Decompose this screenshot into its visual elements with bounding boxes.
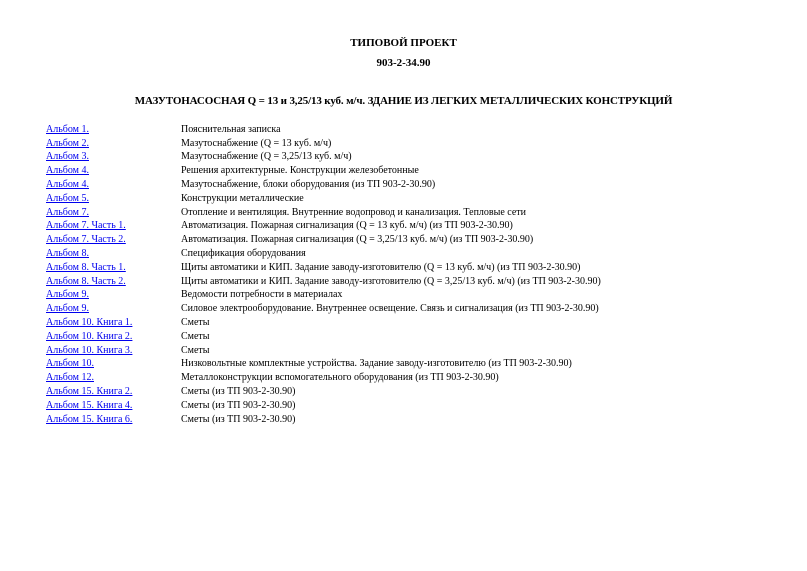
list-item bbox=[46, 358, 786, 372]
album-link[interactable]: Альбом 10. bbox=[46, 358, 94, 370]
album-description: Сметы (из ТП 903-2-30.90) bbox=[181, 399, 296, 411]
album-link[interactable]: Альбом 12. bbox=[46, 372, 94, 384]
album-link[interactable]: Альбом 15. Книга 4. bbox=[46, 399, 133, 411]
list-item bbox=[46, 123, 786, 137]
album-description: Конструкции металлические bbox=[181, 192, 304, 204]
album-link[interactable]: Альбом 4. bbox=[46, 165, 89, 177]
list-item bbox=[46, 151, 786, 165]
list-item bbox=[46, 206, 786, 220]
list-item bbox=[46, 192, 786, 206]
list-item bbox=[46, 261, 786, 275]
album-link[interactable]: Альбом 5. bbox=[46, 192, 89, 204]
album-link[interactable]: Альбом 1. bbox=[46, 123, 89, 135]
list-item bbox=[46, 220, 786, 234]
album-description: Мазутоснабжение (Q = 3,25/13 куб. м/ч) bbox=[181, 151, 352, 163]
album-description: Отопление и вентиляция. Внутренние водопровод и канализация. Тепловые сети bbox=[181, 206, 527, 218]
list-item bbox=[46, 385, 786, 399]
album-description: Решения архитектурные. Конструкции железобетонные bbox=[181, 165, 419, 177]
album-link[interactable]: Альбом 9. bbox=[46, 289, 89, 301]
list-item bbox=[46, 137, 786, 151]
album-link[interactable]: Альбом 8. Часть 1. bbox=[46, 261, 126, 273]
list-item bbox=[46, 344, 786, 358]
album-link[interactable]: Альбом 10. Книга 3. bbox=[46, 344, 133, 356]
list-item bbox=[46, 289, 786, 303]
album-description: Мазутоснабжение, блоки оборудования (из ТП 903-2-30.90) bbox=[181, 179, 436, 191]
album-description: Металлоконструкции вспомогательного оборудования (из ТП 903-2-30.90) bbox=[181, 372, 499, 384]
list-item bbox=[46, 399, 786, 413]
album-link[interactable]: Альбом 8. bbox=[46, 248, 89, 260]
list-item bbox=[46, 247, 786, 261]
album-description: Пояснительная записка bbox=[181, 123, 281, 135]
album-description: Автоматизация. Пожарная сигнализация (Q = 3,25/13 куб. м/ч) (из ТП 903-2-30.90) bbox=[181, 234, 534, 246]
album-description: Силовое электрооборудование. Внутреннее освещение. Связь и сигнализация (из ТП 903-2-30.90) bbox=[181, 303, 599, 315]
list-item bbox=[46, 233, 786, 247]
list-item bbox=[46, 330, 786, 344]
list-item bbox=[46, 164, 786, 178]
album-link[interactable]: Альбом 10. Книга 2. bbox=[46, 330, 133, 342]
album-description: Сметы (из ТП 903-2-30.90) bbox=[181, 413, 296, 425]
album-link[interactable]: Альбом 10. Книга 1. bbox=[46, 317, 133, 329]
album-description: Автоматизация. Пожарная сигнализация (Q = 13 куб. м/ч) (из ТП 903-2-30.90) bbox=[181, 220, 513, 232]
album-link[interactable]: Альбом 15. Книга 6. bbox=[46, 413, 133, 425]
album-description: Сметы bbox=[181, 344, 210, 356]
album-description: Сметы (из ТП 903-2-30.90) bbox=[181, 386, 296, 398]
album-description: Спецификация оборудования bbox=[181, 248, 306, 260]
list-item bbox=[46, 413, 786, 427]
document-code: 903-2-34.90 bbox=[376, 57, 431, 69]
album-description: Сметы bbox=[181, 317, 210, 329]
album-description: Низковольтные комплектные устройства. Задание заводу-изготовителю (из ТП 903-2-30.90) bbox=[181, 358, 572, 370]
album-description: Ведомости потребности в материалах bbox=[181, 289, 343, 301]
album-description: Щиты автоматики и КИП. Задание заводу-изготовителю (Q = 3,25/13 куб. м/ч) (из ТП 903-2-30.90) bbox=[181, 275, 601, 287]
album-link[interactable]: Альбом 2. bbox=[46, 137, 89, 149]
list-item bbox=[46, 302, 786, 316]
list-item bbox=[46, 316, 786, 330]
list-item bbox=[46, 371, 786, 385]
album-description: Сметы bbox=[181, 330, 210, 342]
document-title: ТИПОВОЙ ПРОЕКТ bbox=[350, 37, 457, 49]
album-link[interactable]: Альбом 7. Часть 2. bbox=[46, 234, 126, 246]
album-description: Мазутоснабжение (Q = 13 куб. м/ч) bbox=[181, 137, 332, 149]
album-link[interactable]: Альбом 15. Книга 2. bbox=[46, 386, 133, 398]
album-link[interactable]: Альбом 3. bbox=[46, 151, 89, 163]
album-description: Щиты автоматики и КИП. Задание заводу-изготовителю (Q = 13 куб. м/ч) (из ТП 903-2-30.90) bbox=[181, 261, 581, 273]
album-link[interactable]: Альбом 7. bbox=[46, 206, 89, 218]
album-link[interactable]: Альбом 4. bbox=[46, 179, 89, 191]
album-link[interactable]: Альбом 7. Часть 1. bbox=[46, 220, 126, 232]
list-item bbox=[46, 275, 786, 289]
list-item bbox=[46, 178, 786, 192]
album-link[interactable]: Альбом 8. Часть 2. bbox=[46, 275, 126, 287]
document-subtitle: МАЗУТОНАСОСНАЯ Q = 13 и 3,25/13 куб. м/ч. ЗДАНИЕ ИЗ ЛЕГКИХ МЕТАЛЛИЧЕСКИХ КОНСТРУКЦИЙ bbox=[134, 95, 673, 107]
album-link[interactable]: Альбом 9. bbox=[46, 303, 89, 315]
album-list bbox=[46, 123, 786, 427]
